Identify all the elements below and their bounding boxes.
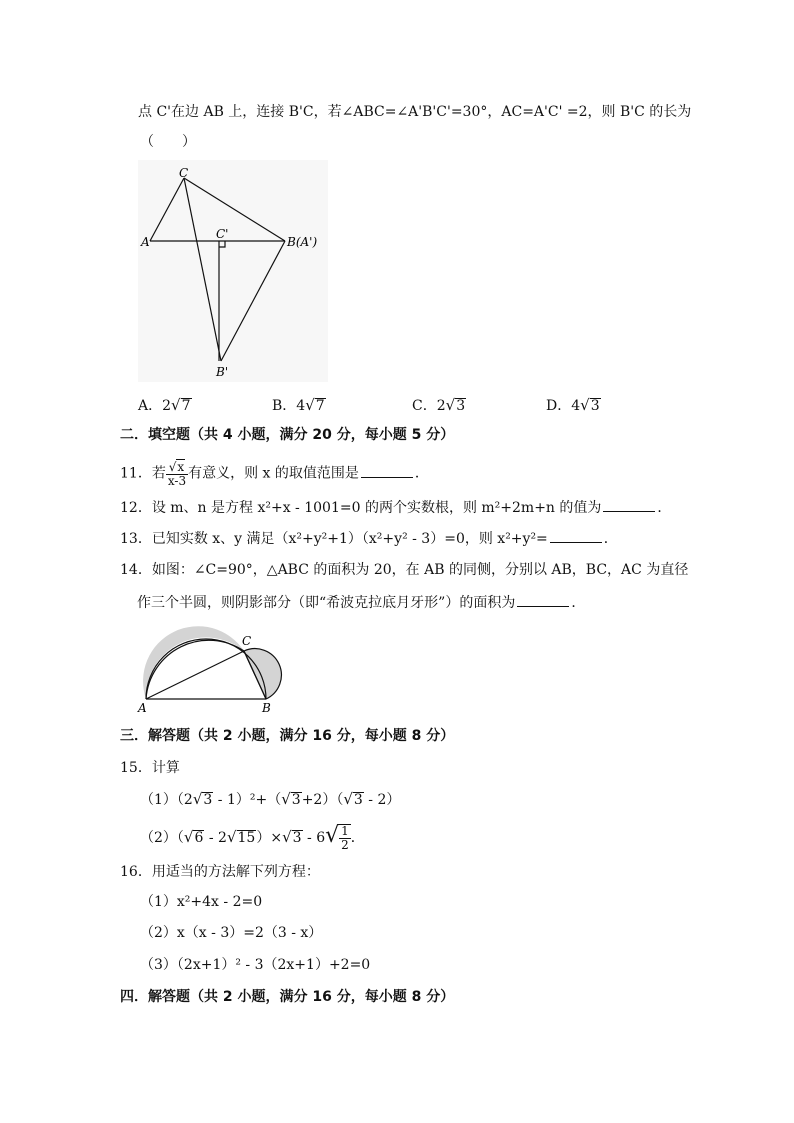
q12-answer-blank[interactable] (603, 497, 655, 512)
fig2-label-c: C (242, 634, 252, 648)
radical-sign: √ (305, 396, 315, 414)
q15-p2-radicand-3: 3 (292, 830, 302, 846)
fig1-label-cprime: C' (216, 227, 229, 241)
q15-part1 (140, 789, 400, 810)
q11-text: 有意义，则 x 的取值范围是 (188, 465, 359, 482)
option-coef: 2 (436, 398, 446, 414)
radical-sign: √ (183, 828, 194, 846)
q15-title: 15．计算 (120, 760, 180, 776)
radical-sign: √ (580, 396, 590, 414)
q14-end: ． (571, 595, 586, 611)
q15-p2-mid2: ）× (256, 830, 283, 846)
option-letter: C． (412, 398, 437, 414)
q14-answer-blank[interactable] (517, 592, 569, 607)
q16-item-1: （1）x²+4x - 2=0 (140, 894, 263, 910)
section-heading-solve-2: 四．解答题（共 2 小题，满分 16 分，每小题 8 分） (120, 989, 455, 1005)
q15-p1-radicand-2: 3 (291, 792, 301, 808)
option-radicand: 7 (181, 398, 191, 414)
q15-p2-mid3: - 6 (302, 830, 326, 846)
option-radicand: 3 (456, 398, 466, 414)
option-coef: 4 (296, 398, 306, 414)
q16-item-3: （3）（2x+1）² - 3（2x+1）+2=0 (140, 957, 371, 973)
q10-figure (138, 160, 328, 382)
q10-option-c[interactable] (412, 395, 466, 415)
option-radicand: 3 (590, 398, 600, 414)
q15-p2-label: （2）（ (140, 830, 184, 846)
radical-sign: √ (282, 828, 292, 846)
radical-sign: √ (226, 828, 237, 846)
option-letter: D． (546, 398, 572, 414)
q15-p1-end: - 2） (363, 792, 401, 808)
q13 (120, 528, 618, 549)
q11 (120, 459, 429, 488)
section-heading-solve-1: 三．解答题（共 2 小题，满分 16 分，每小题 8 分） (120, 728, 455, 744)
q11-end: ． (414, 465, 429, 482)
q15-p2-end: ． (350, 830, 365, 846)
q16-title: 16．用适当的方法解下列方程： (120, 864, 320, 880)
radical-sign: √ (343, 790, 353, 808)
fig2-label-a: A (138, 701, 147, 714)
q11-frac-numerator: x (177, 460, 185, 474)
q10-option-b[interactable] (272, 395, 326, 415)
q15-p2-radicand-1: 6 (194, 830, 204, 846)
q14-text: 作三个半圆，则阴影部分（即“希波克拉底月牙形”）的面积为 (137, 595, 516, 611)
q14-figure (136, 618, 288, 714)
q15-p1-radicand-3: 3 (353, 792, 363, 808)
q12 (120, 497, 671, 518)
q15-p2-frac-numerator: 1 (341, 824, 349, 838)
q10-option-a[interactable] (138, 395, 192, 415)
fig1-label-b: B(A') (287, 235, 318, 249)
q12-text: 12．设 m、n 是方程 x²+x - 1001=0 的两个实数根，则 m²+2m+n 的值为 (120, 500, 602, 516)
fig1-label-a: A (141, 235, 150, 249)
fig1-label-bprime: B' (216, 365, 229, 379)
radical-sign: √ (445, 396, 456, 414)
q15-p2-fraction (339, 824, 351, 852)
section-heading-fill-in: 二．填空题（共 4 小题，满分 20 分，每小题 5 分） (120, 427, 455, 443)
radical-sign: √ (171, 396, 181, 414)
q13-answer-blank[interactable] (550, 528, 602, 543)
radical-sign: √ (281, 790, 291, 808)
fig2-label-b: B (262, 701, 271, 714)
q10-answer-paren: （ ） (140, 134, 196, 150)
radical-sign: √ (325, 823, 340, 848)
option-coef: 2 (162, 398, 172, 414)
q12-end: ． (657, 500, 672, 516)
q15-p1-mid2: +2）（ (301, 792, 344, 808)
radical-sign: √ (168, 460, 177, 474)
option-letter: A． (138, 398, 163, 414)
q15-part2 (140, 823, 365, 852)
q10-stem: 点 C'在边 AB 上，连接 B'C，若∠ABC=∠A'B'C'=30°，AC=A'C' =2，则 B'C 的长为 (138, 104, 692, 120)
q13-end: ． (603, 531, 618, 547)
option-coef: 4 (571, 398, 581, 414)
q14-line1: 14．如图：∠C=90°，△ABC 的面积为 20，在 AB 的同侧，分别以 AB，BC，AC 为直径 (120, 562, 689, 578)
q14-line2 (137, 592, 585, 613)
q11-prefix: 11．若 (120, 465, 166, 482)
q11-answer-blank[interactable] (361, 463, 413, 478)
fig1-label-c: C (179, 166, 189, 180)
q15-p1-radicand-1: 3 (203, 792, 213, 808)
option-radicand: 7 (315, 398, 325, 414)
q15-p1-mid: - 1）²+（ (213, 792, 282, 808)
q10-option-d[interactable] (546, 395, 601, 415)
q13-text: 13．已知实数 x、y 满足（x²+y²+1）（x²+y² - 3）=0，则 x²+y²= (120, 531, 548, 547)
q11-frac-denominator: x-3 (167, 474, 187, 488)
q15-p2-frac-denominator: 2 (341, 838, 349, 852)
q11-fraction (166, 459, 188, 488)
q15-p1-label: （1）（2 (140, 792, 193, 808)
option-letter: B． (272, 398, 297, 414)
q15-p2-mid: - 2 (204, 830, 227, 846)
q16-item-2: （2）x（x - 3）=2（3 - x） (140, 925, 323, 941)
radical-sign: √ (192, 790, 203, 808)
q15-p2-radicand-2: 15 (237, 830, 256, 846)
